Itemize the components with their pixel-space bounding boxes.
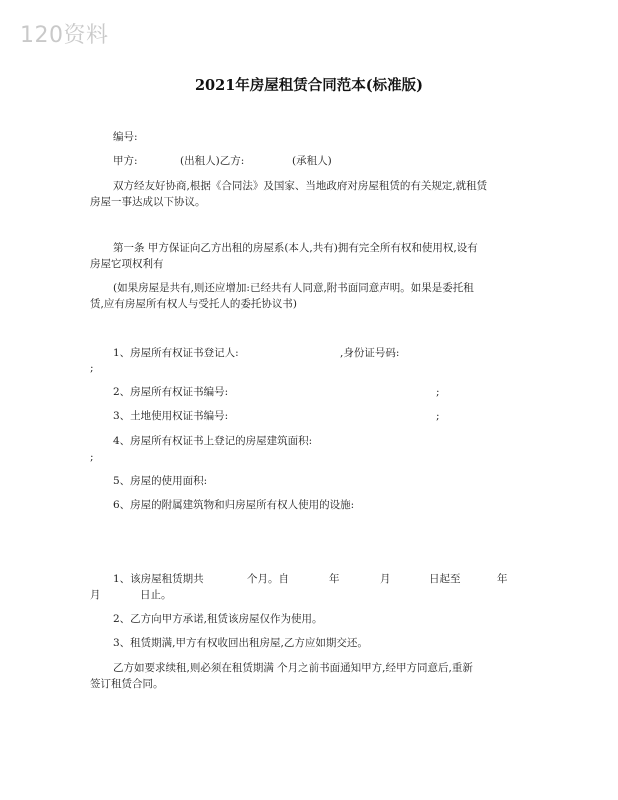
term-1-day-until: 日起至 xyxy=(429,573,461,585)
item-4-building-area: 4、房屋所有权证书上登记的房屋建筑面积: xyxy=(113,435,313,447)
renewal-line-1: 乙方如要求续租,则必须在租赁期满 个月之前书面通知甲方,经甲方同意后,重新 xyxy=(113,662,473,674)
article-1-line-1: 第一条 甲方保证向乙方出租的房屋系(本人,共有)拥有完全所有权和使用权,设有 xyxy=(113,242,478,254)
lessee-label: (承租人) xyxy=(292,155,332,167)
note-line-1: (如果房屋是共有,则还应增加:已经共有人同意,附书面同意声明。如果是委托租 xyxy=(113,282,474,294)
term-1-end-year-label: 年 xyxy=(497,573,508,585)
term-3-expiry: 3、租赁期满,甲方有权收回出租房屋,乙方应如期交还。 xyxy=(113,637,368,649)
term-1-year-label: 年 xyxy=(329,573,340,585)
item-1-id-number: ,身份证号码: xyxy=(340,347,400,359)
item-3-semicolon: ; xyxy=(436,410,440,422)
term-1-end-day: 日止。 xyxy=(140,589,172,601)
item-2-ownership-cert: 2、房屋所有权证书编号: xyxy=(113,386,229,398)
note-line-2: 赁,应有房屋所有权人与受托人的委托协议书) xyxy=(90,298,297,310)
article-1-line-2: 房屋它项权利有 xyxy=(90,258,164,270)
watermark-logo: 120资料 xyxy=(20,23,109,48)
item-6-facilities: 6、房屋的附属建筑物和归房屋所有权人使用的设施: xyxy=(113,499,355,511)
term-1-duration: 1、该房屋租赁期共 xyxy=(113,573,204,585)
party-a-label: 甲方: xyxy=(113,155,138,167)
item-1-registrant: 1、房屋所有权证书登记人: xyxy=(113,347,239,359)
item-5-usable-area: 5、房屋的使用面积: xyxy=(113,475,208,487)
item-4-semicolon: ; xyxy=(90,451,94,463)
intro-paragraph-line-1: 双方经友好协商,根据《合同法》及国家、当地政府对房屋租赁的有关规定,就租赁 xyxy=(113,180,488,192)
item-2-semicolon: ; xyxy=(436,386,440,398)
renewal-line-2: 签订租赁合同。 xyxy=(90,678,164,690)
document-title: 2021年房屋租赁合同范本(标准版) xyxy=(194,77,424,94)
item-1-semicolon: ; xyxy=(90,362,94,374)
term-2-usage: 2、乙方向甲方承诺,租赁该房屋仅作为使用。 xyxy=(113,613,323,625)
item-3-land-cert: 3、土地使用权证书编号: xyxy=(113,410,229,422)
term-1-months-from: 个月。自 xyxy=(247,573,289,585)
contract-number-label: 编号: xyxy=(113,131,138,143)
intro-paragraph-line-2: 房屋一事达成以下协议。 xyxy=(90,196,206,208)
term-1-month-label: 月 xyxy=(380,573,391,585)
term-1-end-month-label: 月 xyxy=(90,589,101,601)
lessor-party-b-label: (出租人)乙方: xyxy=(180,155,245,167)
